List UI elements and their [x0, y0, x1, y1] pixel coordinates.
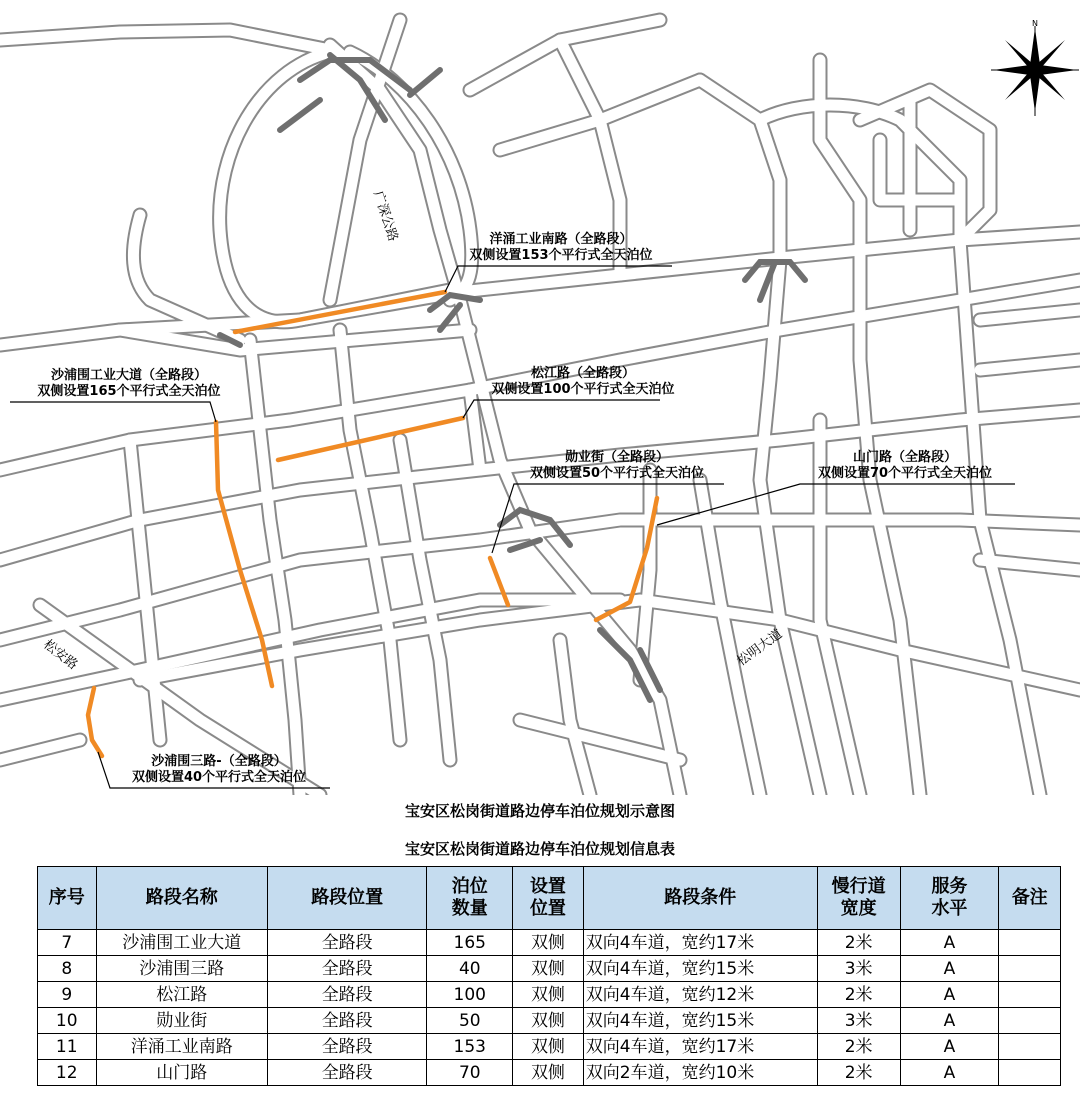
table-header-cell: 序号	[38, 867, 97, 930]
compass-north-label: N	[1032, 19, 1038, 28]
table-cell: 全路段	[268, 1060, 427, 1086]
callout-shapuwei-san	[106, 754, 332, 786]
callout-yangyong-title: 洋涌工业南路（全路段）	[489, 232, 633, 247]
callout-yangyong-desc: 双侧设置153个平行式全天泊位	[469, 248, 653, 263]
table-row	[38, 930, 1061, 956]
callout-shapuwei-dadao-desc: 双侧设置165个平行式全天泊位	[37, 384, 221, 399]
table-row	[38, 1008, 1061, 1034]
table-cell: 11	[38, 1034, 97, 1060]
table-cell: 2米	[817, 1060, 900, 1086]
table-cell: 2米	[817, 930, 900, 956]
table-cell: A	[900, 956, 999, 982]
table-cell: 2米	[817, 1034, 900, 1060]
callout-xunye	[508, 450, 726, 482]
table-cell: A	[900, 982, 999, 1008]
table-cell: 3米	[817, 956, 900, 982]
table-cell: 山门路	[96, 1060, 268, 1086]
table-cell	[999, 956, 1061, 982]
callout-songjiang-desc: 双侧设置100个平行式全天泊位	[491, 382, 675, 397]
table-cell: 40	[427, 956, 513, 982]
table-cell: 全路段	[268, 930, 427, 956]
table-cell: 100	[427, 982, 513, 1008]
table-row	[38, 982, 1061, 1008]
callout-xunye-desc: 双侧设置50个平行式全天泊位	[529, 466, 705, 481]
table-cell: 双向2车道，宽约10米	[583, 1060, 817, 1086]
table-cell: 双侧	[513, 956, 584, 982]
table-cell: 3米	[817, 1008, 900, 1034]
table-cell: 全路段	[268, 1034, 427, 1060]
callout-songjiang	[468, 366, 698, 398]
road-label-songming: 松明大道	[734, 626, 786, 670]
callout-shapuwei-dadao	[10, 368, 248, 400]
table-cell: 双侧	[513, 1034, 584, 1060]
table-cell: A	[900, 930, 999, 956]
table-cell: 165	[427, 930, 513, 956]
table-cell: A	[900, 1008, 999, 1034]
table-cell: 沙浦围工业大道	[96, 930, 268, 956]
table-cell: 勋业街	[96, 1008, 268, 1034]
table-cell	[999, 930, 1061, 956]
callout-shapuwei-dadao-title: 沙浦围工业大道（全路段）	[50, 368, 207, 383]
map-title: 宝安区松岗街道路边停车泊位规划示意图	[404, 802, 675, 820]
table-cell: 2米	[817, 982, 900, 1008]
table-row	[38, 956, 1061, 982]
table-cell: 全路段	[268, 982, 427, 1008]
table-header-cell: 慢行道 宽度	[817, 867, 900, 930]
road-label-songan: 松安路	[40, 637, 81, 673]
callout-shapuwei-san-title: 沙浦围三路-（全路段）	[151, 754, 287, 769]
callout-shanmen	[796, 450, 1014, 482]
table-cell: 双向4车道，宽约15米	[583, 956, 817, 982]
callout-shanmen-desc: 双侧设置70个平行式全天泊位	[817, 466, 993, 481]
table-title: 宝安区松岗街道路边停车泊位规划信息表	[404, 840, 675, 858]
table-cell: 50	[427, 1008, 513, 1034]
table-cell: 全路段	[268, 1008, 427, 1034]
table-cell: 8	[38, 956, 97, 982]
table-cell: 双侧	[513, 1008, 584, 1034]
table-row	[38, 1060, 1061, 1086]
parking-info-table	[37, 866, 1061, 1086]
table-header-cell: 路段名称	[96, 867, 268, 930]
table-cell: 9	[38, 982, 97, 1008]
table-cell: 全路段	[268, 956, 427, 982]
table-cell: 153	[427, 1034, 513, 1060]
table-header-cell: 路段位置	[268, 867, 427, 930]
table-cell: 双向4车道，宽约15米	[583, 1008, 817, 1034]
table-header-cell: 路段条件	[583, 867, 817, 930]
table-header-row	[38, 867, 1061, 930]
table-cell: 松江路	[96, 982, 268, 1008]
table-cell: A	[900, 1060, 999, 1086]
table-cell: 双侧	[513, 982, 584, 1008]
table-header-cell: 设置 位置	[513, 867, 584, 930]
table-cell: 12	[38, 1060, 97, 1086]
callout-xunye-title: 勋业街（全路段）	[564, 450, 669, 465]
table-cell: 70	[427, 1060, 513, 1086]
road-label-guangshen: 广深公路	[369, 189, 401, 244]
callout-songjiang-title: 松江路（全路段）	[530, 366, 635, 381]
table-cell: 洋涌工业南路	[96, 1034, 268, 1060]
table-cell: 双向4车道，宽约12米	[583, 982, 817, 1008]
table-cell	[999, 1060, 1061, 1086]
table-cell	[999, 982, 1061, 1008]
table-cell: 沙浦围三路	[96, 956, 268, 982]
table-cell: 双侧	[513, 1060, 584, 1086]
table-cell	[999, 1008, 1061, 1034]
table-cell: A	[900, 1034, 999, 1060]
table-cell: 双向4车道，宽约17米	[583, 930, 817, 956]
table-cell: 双向4车道，宽约17米	[583, 1034, 817, 1060]
table-cell: 7	[38, 930, 97, 956]
table-header-cell: 备注	[999, 867, 1061, 930]
table-header-cell: 服务 水平	[900, 867, 999, 930]
table-header-cell: 泊位 数量	[427, 867, 513, 930]
table-cell	[999, 1034, 1061, 1060]
table-cell: 10	[38, 1008, 97, 1034]
callout-shanmen-title: 山门路（全路段）	[852, 450, 957, 465]
table-cell: 双侧	[513, 930, 584, 956]
table-row	[38, 1034, 1061, 1060]
callout-shapuwei-san-desc: 双侧设置40个平行式全天泊位	[131, 770, 307, 785]
callout-yangyong	[448, 232, 674, 264]
